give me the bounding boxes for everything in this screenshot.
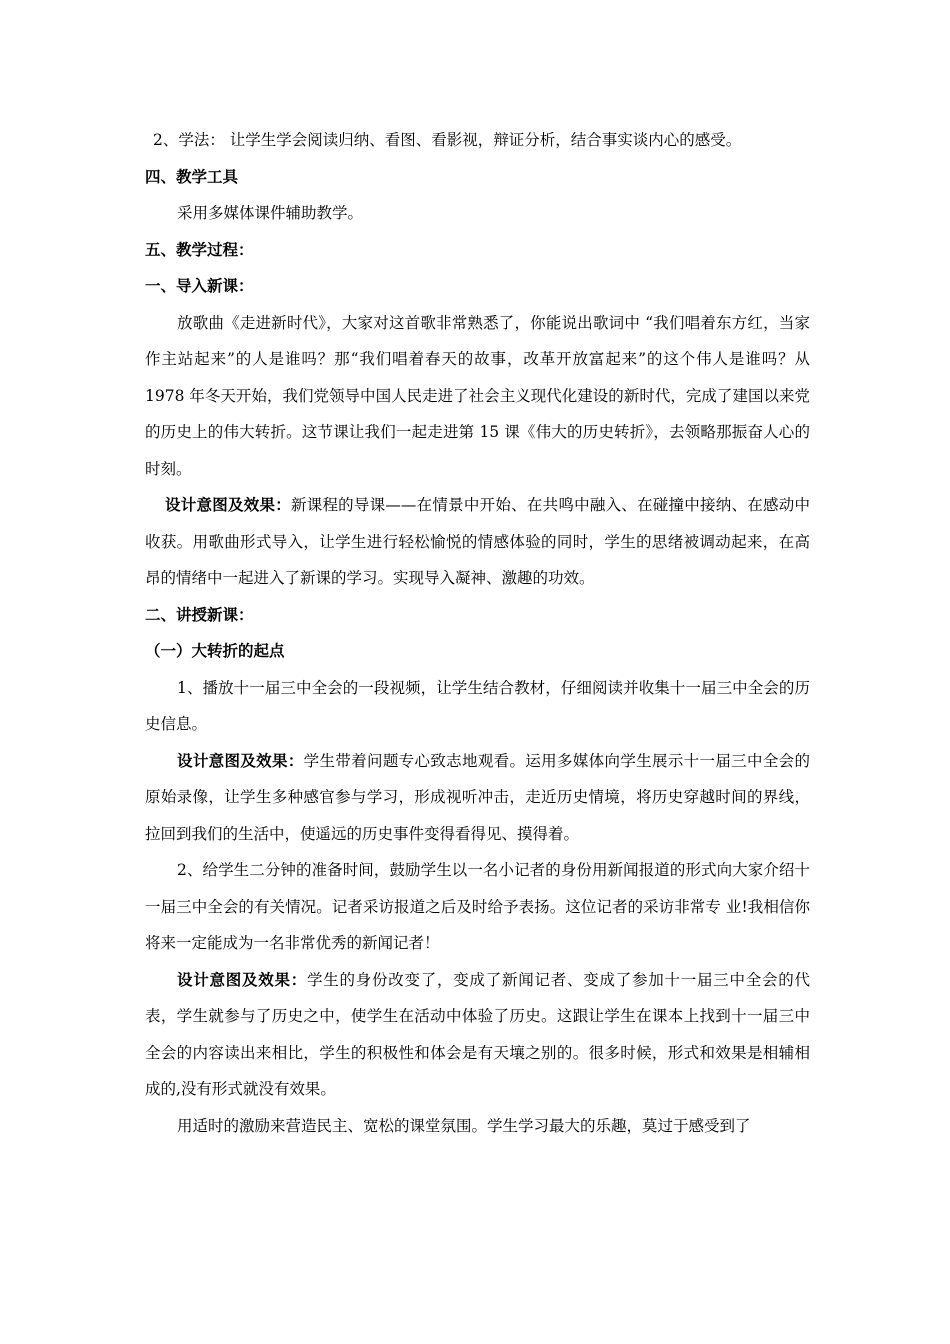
design-paragraph-3 bbox=[145, 962, 810, 1108]
play-video-paragraph: 1、播放十一届三中全会的一段视频，让学生结合教材，仔细阅读并收集十一届三中全会的历史信息。 bbox=[145, 678, 810, 733]
document-body bbox=[145, 122, 810, 1144]
section-heading-intro: 一、导入新课： bbox=[145, 276, 254, 295]
design-text: 学生带着问题专心致志地观看。运用多媒体向学生展示十一届三中全会的原始录像，让学生多种感官参与学习，形成视听冲击，走近历史情境，将历史穿越时间的界线，拉回到我们的生活中，使遥远的历史事件变得看得见、摸得着。 bbox=[145, 751, 810, 843]
section-heading-process: 五、教学过程： bbox=[145, 239, 254, 259]
subsection-heading-1: （一）大转折的起点 bbox=[145, 641, 285, 660]
design-text: 新课程的导课——在情景中开始、在共鸣中融入、在碰撞中接纳、在感动中收获。用歌曲形式导入，让学生进行轻松愉悦的情感体验的同时，学生的思绪被调动起来，在高昂的情绪中一起进入了新课的学习。实现导入凝神、激趣的功效。 bbox=[145, 496, 810, 587]
tools-paragraph: 采用多媒体课件辅助教学。 bbox=[177, 204, 364, 222]
section-heading-tools: 四、教学工具 bbox=[145, 166, 239, 186]
design-paragraph-2 bbox=[145, 743, 810, 853]
design-label: 设计意图及效果： bbox=[165, 495, 291, 514]
incentive-paragraph: 用适时的激励来营造民主、宽松的课堂氛围。学生学习最大的乐趣，莫过于感受到了 bbox=[177, 1116, 751, 1135]
study-method-paragraph: 2、学法： 让学生学会阅读归纳、看图、看影视，辩证分析，结合事实谈内心的感受。 bbox=[153, 131, 742, 149]
design-label: 设计意图及效果： bbox=[177, 750, 304, 770]
design-paragraph-1 bbox=[145, 487, 810, 597]
design-label: 设计意图及效果： bbox=[177, 969, 307, 989]
intro-paragraph: 放歌曲《走进新时代》，大家对这首歌非常熟悉了，你能说出歌词中 “我们唱着东方红，当家作主站起来”的人是谁吗？那“我们唱着春天的故事，改革开放富起来”的这个伟人是谁吗？从 1978 年冬天开始，我们党领导中国人民走进了社会主义现代化建设的新时代，完成了建国以来党的历史上的伟大转折。这节课让我们一起走进第 15 课《伟大的历史转折》，去领略那振奋人心的时刻。 bbox=[145, 313, 810, 478]
reporter-paragraph: 2、给学生二分钟的准备时间，鼓励学生以一名小记者的身份用新闻报道的形式向大家介绍十一届三中全会的有关情况。记者采访报道之后及时给予表扬。这位记者的采访非常专 业!我相信你将来一定能成为一名非常优秀的新闻记者！ bbox=[145, 861, 810, 952]
section-heading-teach: 二、讲授新课： bbox=[145, 604, 254, 624]
design-text: 学生的身份改变了，变成了新闻记者、变成了参加十一届三中全会的代表，学生就参与了历史之中，使学生在活动中体验了历史。这跟让学生在课本上找到十一届三中全会的内容读出来相比，学生的积极性和体会是有天壤之别的。很多时候，形式和效果是相辅相成的,没有形式就没有效果。 bbox=[145, 970, 810, 1098]
